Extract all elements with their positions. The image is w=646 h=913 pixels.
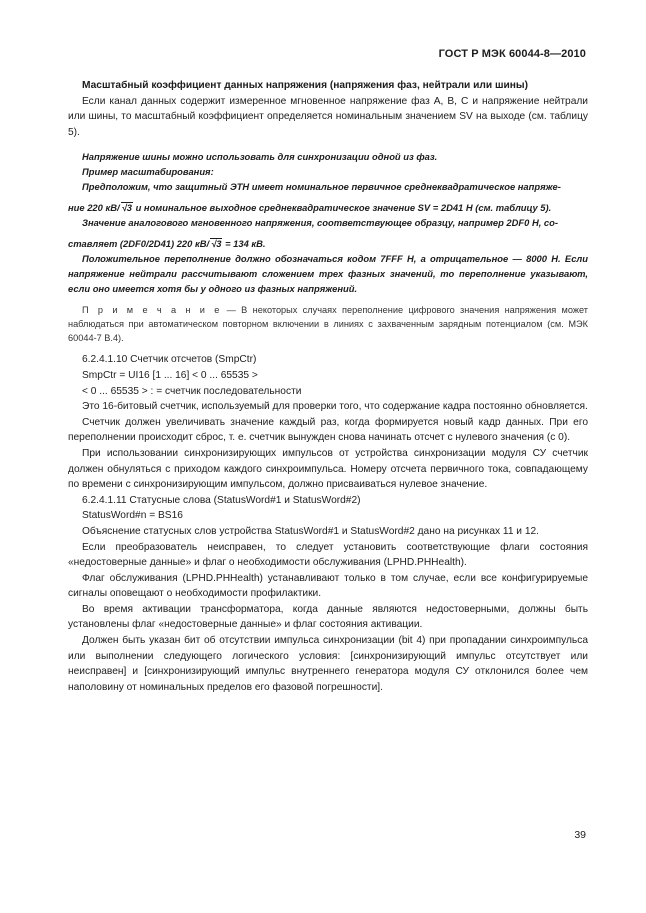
document-header: ГОСТ Р МЭК 60044-8—2010 (438, 48, 586, 60)
smpctr-paragraph-2: Счетчик должен увеличивать значение каждый раз, когда формируется новый кадр данных. При его переполнении происходит сброс, т. е. счетчик вынужден снова начинать отсчет с нулевого значения (с 0). (68, 416, 588, 444)
status-heading: 6.2.4.1.11 Статусные слова (StatusWord#1 и StatusWord#2) (82, 494, 361, 506)
formula-1-suffix: и номинальное выходное среднеквадратическое значение SV = 2D41 H (см. таблицу 5). (132, 202, 552, 214)
status-paragraph-3: Флаг обслуживания (LPHD.PHHealth) устанавливают только в том случае, если все конфигурируемые сигналы оповещают о необходимости профилактики. (68, 572, 588, 600)
scale-factor-paragraph: Если канал данных содержит измеренное мгновенное напряжение фаз А, В, С и напряжение нейтрали или шины, то масштабный коэффициент определяется номинальным значением SV на выходе (см. таблицу 5). (68, 95, 588, 138)
page-number: 39 (574, 829, 586, 841)
italic-example-line-3: Предположим, что защитный ЭТН имеет номинальное первичное среднеквадратическое напряже- (82, 181, 561, 193)
sqrt-3: √3 (211, 238, 222, 250)
smpctr-heading: 6.2.4.1.10 Счетчик отсчетов (SmpCtr) (82, 354, 257, 366)
page-body (68, 78, 588, 695)
formula-1-prefix: ние 220 кВ/ (68, 202, 120, 214)
note-label: П р и м е ч а н и е (82, 305, 222, 316)
status-definition: StatusWord#n = BS16 (82, 510, 183, 522)
note-text: — В некоторых случаях переполнение цифрового значения напряжения может наблюдаться при автоматическом повторном включении в линиях с захваченным зарядным потенциалом (см. МЭК 60044-7 В.4). (68, 305, 588, 344)
sqrt-3-value: 3 (126, 202, 132, 214)
smpctr-paragraph-1: Это 16-битовый счетчик, используемый для проверки того, что содержание кадра постоянно обновляется. (82, 401, 588, 413)
smpctr-definition: SmpCtr = UI16 [1 ... 16] < 0 ... 65535 > (82, 369, 258, 381)
formula-line-1 (68, 200, 588, 215)
status-paragraph-1: Объяснение статусных слов устройства StatusWord#1 и StatusWord#2 дано на рисунках 11 и 12. (82, 525, 539, 537)
status-paragraph-4: Во время активации трансформатора, когда данные являются недостоверными, должны быть установлены флаг «недостоверные данные» и флаг состояния активации. (68, 603, 588, 631)
italic-example-line-2: Пример масштабирования: (82, 166, 214, 178)
formula-2-suffix: = 134 кВ. (222, 238, 266, 250)
status-paragraph-2: Если преобразователь неисправен, то следует установить соответствующие флаги состояния «недостоверные данные» и флаг о необходимости обслуживания (LPHD.PHHealth). (68, 541, 588, 569)
overflow-paragraph: Положительное переполнение должно обозначаться кодом 7FFF H, а отрицательное — 8000 H. Если напряжение нейтрали рассчитывают сложением трех фазных значений, то переполнение указывают, если оно имеется хотя бы у одного из фазных напряжений. (68, 253, 588, 295)
italic-example-line-5: Значение аналогового мгновенного напряжения, соответствующее образцу, например 2DF0 H, со- (82, 217, 558, 229)
smpctr-paragraph-3: При использовании синхронизирующих импульсов от устройства синхронизации модуля СУ счетчик должен обнуляться с приходом каждого синхроимпульса. Номеру отсчета первичного тока, совпадающему по времени с синхронизирующим импульсом, должно присваиваться нулевое значение. (68, 447, 588, 491)
formula-2-prefix: ставляет (2DF0/2D41) 220 кВ/ (68, 238, 210, 250)
sqrt-3: √3 (121, 202, 132, 214)
status-paragraph-5: Должен быть указан бит об отсутствии импульса синхронизации (bit 4) при пропадании синхроимпульса или выполнении следующего логического условия: [синхронизирующий импульс отсутствует или неисправен] и [синхронизирующий импульс внутреннего генератора модуля СУ отклонился более чем наполовину от номинальных пределов его фазовой погрешности]. (68, 635, 588, 693)
sqrt-3-value: 3 (216, 238, 222, 250)
smpctr-range: < 0 ... 65535 > : = счетчик последовательности (82, 385, 302, 397)
note-block (68, 303, 588, 345)
italic-example-line-1: Напряжение шины можно использовать для синхронизации одной из фаз. (82, 151, 438, 163)
section-title: Масштабный коэффициент данных напряжения (напряжения фаз, нейтрали или шины) (82, 80, 528, 91)
formula-line-2 (68, 236, 588, 251)
